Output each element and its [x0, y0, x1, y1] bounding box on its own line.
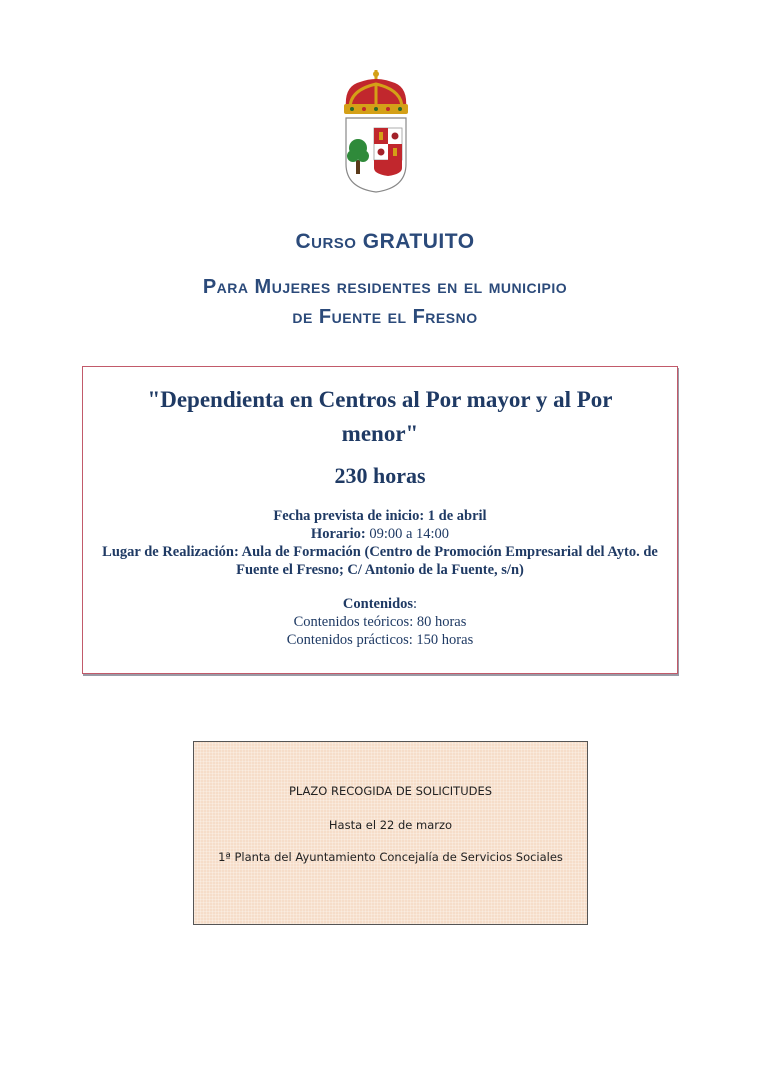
course-hours: 230 horas [334, 463, 426, 488]
deadline-place: 1ª Planta del Ayuntamiento Concejalía de Servicios Sociales [218, 850, 563, 864]
deadline-title: PLAZO RECOGIDA DE SOLICITUDES [288, 784, 493, 798]
schedule-label: Horario: [310, 526, 366, 542]
course-info [93, 507, 667, 579]
deadline-date: Hasta el 22 de marzo [328, 818, 453, 832]
course-title: "Dependienta en Centros al Por mayor y al Por menor" [147, 387, 613, 446]
start-date: Fecha prevista de inicio: 1 de abril [273, 508, 487, 524]
audience-heading: Para Mujeres residentes en el municipio [202, 276, 568, 298]
course-details-box [82, 366, 678, 674]
contents-label: Contenidos [342, 596, 414, 612]
application-deadline-box [193, 741, 588, 925]
course-contents [83, 595, 677, 649]
course-heading: Curso GRATUITO [295, 230, 475, 253]
theory-hours: Contenidos teóricos: 80 horas [293, 614, 467, 630]
municipal-coat-of-arms-icon [338, 68, 414, 194]
municipality-heading: de Fuente el Fresno [292, 306, 478, 328]
contents-colon: : [413, 596, 418, 612]
location: Lugar de Realización: Aula de Formación (Centro de Promoción Empresarial del Ayto. de Fuente el Fresno; C/ Antonio de la Fuente, s/n) [102, 544, 658, 578]
schedule-value: 09:00 a 14:00 [369, 526, 450, 542]
practice-hours: Contenidos prácticos: 150 horas [286, 632, 474, 648]
